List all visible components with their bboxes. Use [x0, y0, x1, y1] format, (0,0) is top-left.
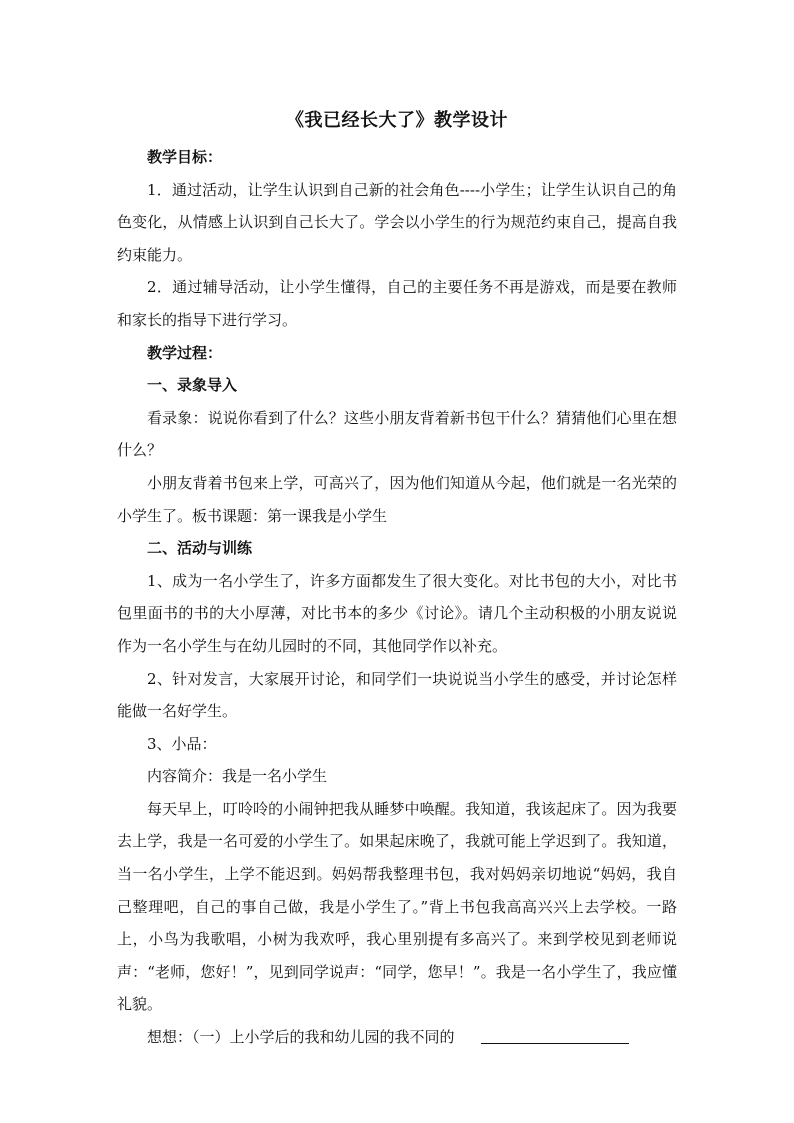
- section-1-paragraph-1: 看录象：说说你看到了什么？这些小朋友背着新书包干什么？猜猜他们心里在想什么？: [117, 408, 677, 460]
- process-heading: 教学过程：: [147, 343, 223, 362]
- goals-heading: 教学目标：: [147, 148, 223, 166]
- section-2-paragraph-4: 内容简介：我是一名小学生: [147, 767, 328, 786]
- section-2-heading: 二、活动与训练: [147, 539, 253, 558]
- section-1-paragraph-2: 小朋友背着书包来上学，可高兴了，因为他们知道从今起，他们就是一名光荣的小学生了。板书课题：第一课我是小学生: [117, 473, 677, 525]
- document-title: 《我已经长大了》教学设计: [286, 110, 508, 131]
- think-prompt: 想想：（一）上小学后的我和幼儿园的我不同的: [147, 1028, 455, 1047]
- section-2-paragraph-6: [117, 1021, 677, 1054]
- goal-paragraph-2: 2．通过辅导活动，让小学生懂得，自己的主要任务不再是游戏，而是要在教师和家长的指导下进行学习。: [117, 278, 677, 329]
- goal-paragraph-1: 1．通过活动，让学生认识到自己新的社会角色----小学生；让学生认识自己的角色变化，从情感上认识到自己长大了。学会以小学生的行为规范约束自己，提高自我约束能力。: [117, 180, 677, 264]
- document-body: [117, 141, 677, 1054]
- section-2-paragraph-1: 1、成为一名小学生了，许多方面都发生了很大变化。对比书包的大小，对比书包里面书的书的大小厚薄，对比书本的多少《讨论》。请几个主动积极的小朋友说说作为一名小学生与在幼儿园时的不同，其他同学作以补充。: [117, 571, 677, 655]
- section-2-paragraph-5: 每天早上，叮呤呤的小闹钟把我从睡梦中唤醒。我知道，我该起床了。因为我要去上学，我是一名可爱的小学生了。如果起床晚了，我就可能上学迟到了。我知道，当一名小学生，上学不能迟到。妈妈帮我整理书包，我对妈妈亲切地说“妈妈，我自己整理吧，自己的事自己做，我是小学生了。”背上书包我高高兴兴上去学校。一路上，小鸟为我歌唱，小树为我欢呼，我心里别提有多高兴了。来到学校见到老师说声：“老师，您好！”，见到同学说声：“同学，您早！”。我是一名小学生了，我应懂礼貌。: [117, 799, 677, 1014]
- section-1-heading: 一、录象导入: [147, 376, 238, 395]
- section-2-paragraph-2: 2、针对发言，大家展开讨论，和同学们一块说说当小学生的感受，并讨论怎样能做一名好学生。: [117, 669, 677, 721]
- fill-in-blank-line: [481, 1025, 629, 1044]
- section-2-paragraph-3: 3、小品：: [147, 734, 217, 753]
